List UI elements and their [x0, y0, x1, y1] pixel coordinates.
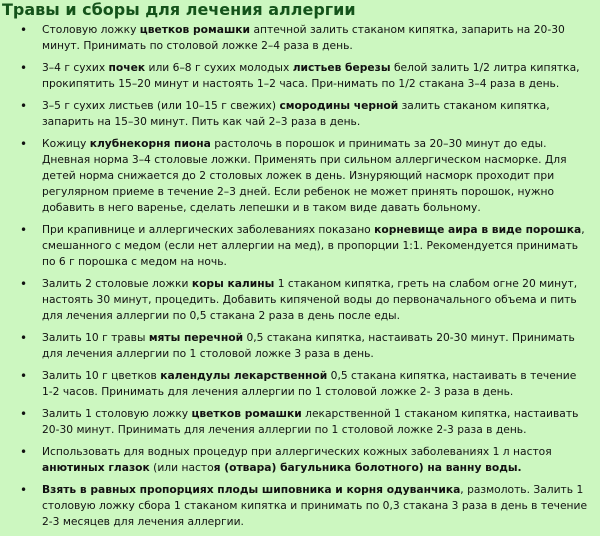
remedy-list: [0, 22, 600, 536]
list-item: • Кожицу клубнекорня пиона растолочь в порошок и принимать за 20–30 минут до еды. Дневная норма 3–4 столовые ложки. Применять при сильном аллергическом насморке. Для детей норма снижается до 2 столовых ложек в день. Изнуряющий насморк проходит при регулярном приеме в течение 2–3 дней. Если ребенок не может принять порошок, нужно добавить в него варенье, сделать лепешки и в таком виде давать больному.: [0, 136, 600, 216]
page-title: Травы и сборы для лечения аллергии: [2, 0, 356, 19]
list-item: • Залить 10 г травы мяты перечной 0,5 стакана кипятка, настаивать 20-30 минут. Принимать для лечения аллергии по 1 столовой ложке 3 раза в день.: [0, 330, 600, 362]
list-item: • Залить 1 столовую ложку цветков ромашки лекарственной 1 стаканом кипятка, настаивать 20-30 минут. Принимать для лечения аллергии по 1 столовой ложке 2-3 раза в день.: [0, 406, 600, 438]
list-item: • Залить 10 г цветков календулы лекарственной 0,5 стакана кипятка, настаивать в течение 1-2 часов. Принимать для лечения аллергии по 1 столовой ложке 2- 3 раза в день.: [0, 368, 600, 400]
list-item: • 3–4 г сухих почек или 6–8 г сухих молодых листьев березы белой залить 1/2 литра кипятка, прокипятить 15–20 минут и настоять 1–2 часа. При-нимать по 1/2 стакана 3–4 раза в день.: [0, 60, 600, 92]
list-item: • Залить 2 столовые ложки коры калины 1 стаканом кипятка, греть на слабом огне 20 минут, настоять 30 минут, процедить. Добавить кипяченой воды до первоначального объема и пить для лечения аллергии по 0,5 стакана 2 раза в день после еды.: [0, 276, 600, 324]
list-item: • Взять в равных пропорциях плоды шиповника и корня одуванчика, размолоть. Залить 1 столовую ложку сбора 1 стаканом кипятка и принимать по 0,3 стакана 3 раза в день в течение 2-3 месяцев для лечения аллергии.: [0, 482, 600, 530]
list-item: • 3–5 г сухих листьев (или 10–15 г свежих) смородины черной залить стаканом кипятка, запарить на 15–30 минут. Пить как чай 2–3 раза в день.: [0, 98, 600, 130]
list-item: • Использовать для водных процедур при аллергических кожных заболеваниях 1 л настоя анютиных глазок (или настоя (отвара) багульника болотного) на ванну воды.: [0, 444, 600, 476]
list-item: • При крапивнице и аллергических заболеваниях показано корневище аира в виде порошка, смешанного с медом (если нет аллергии на мед), в пропорции 1:1. Рекомендуется принимать по 6 г порошка с медом на ночь.: [0, 222, 600, 270]
list-item: • Столовую ложку цветков ромашки аптечной залить стаканом кипятка, запарить на 20-30 минут. Принимать по столовой ложке 2–4 раза в день.: [0, 22, 600, 54]
